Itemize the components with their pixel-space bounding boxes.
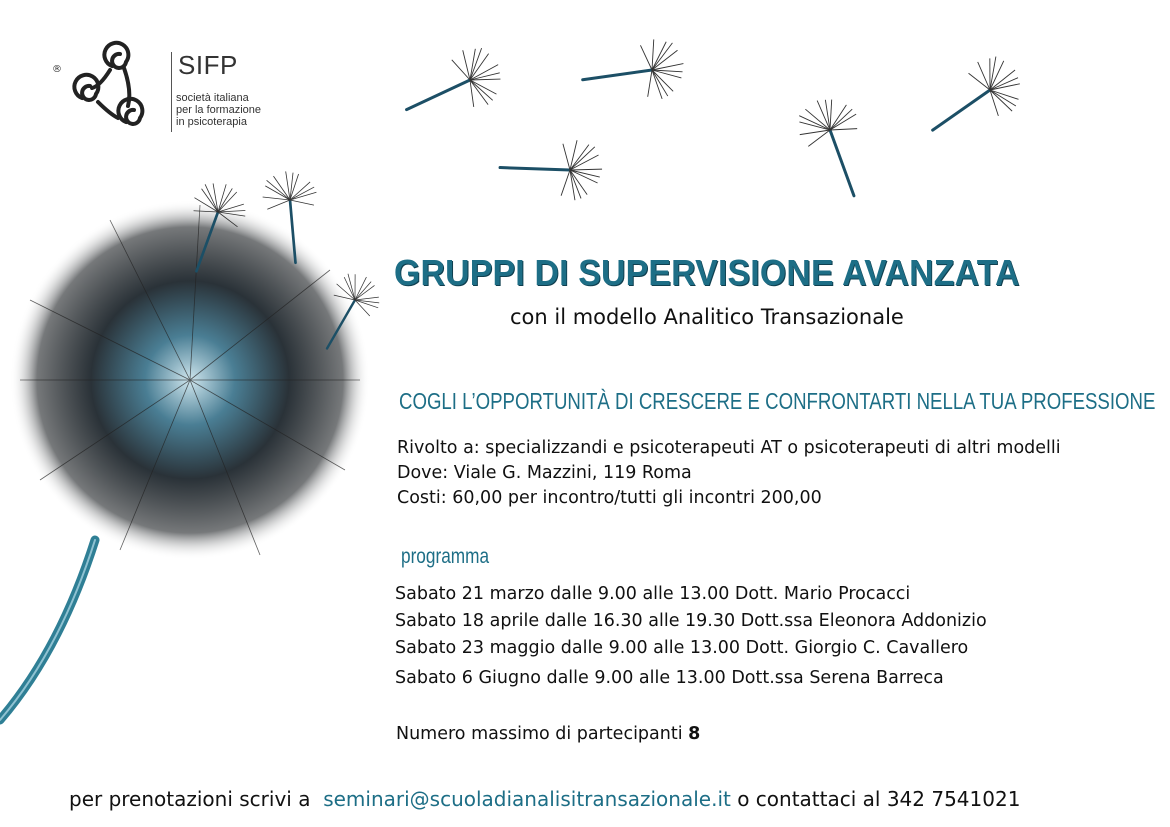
logo-subtitle-line: in psicoterapia (176, 116, 247, 128)
program-session: Sabato 6 Giugno dalle 9.00 alle 13.00 Dott.ssa Serena Barreca (395, 668, 944, 688)
info-location: Dove: Viale G. Mazzini, 119 Roma (397, 463, 692, 483)
email-link[interactable]: seminari@scuoladianalisitransazionale.it (323, 787, 731, 811)
program-list (395, 581, 987, 692)
footer-middle: o contattaci al (737, 787, 881, 811)
program-session: Sabato 18 aprile dalle 16.30 alle 19.30 Dott.ssa Eleonora Addonizio (395, 611, 987, 631)
logo-title: SIFP (178, 50, 238, 80)
registered-mark: ® (52, 64, 62, 75)
program-session: Sabato 23 maggio dalle 9.00 alle 13.00 Dott. Giorgio C. Cavallero (395, 638, 969, 658)
info-block (397, 436, 1061, 511)
triple-spiral-icon (52, 36, 172, 146)
participants-label: Numero massimo di partecipanti (396, 724, 683, 744)
dandelion-seed-icon (394, 36, 1034, 206)
participants-info (396, 724, 700, 744)
logo-subtitle-line: società italiana (176, 92, 249, 104)
page-title: GRUPPI DI SUPERVISIONE AVANZATA (394, 252, 1020, 293)
logo-subtitle (176, 92, 261, 128)
info-costs: Costi: 60,00 per incontro/tutti gli incontri 200,00 (397, 488, 822, 508)
logo-subtitle-line: per la formazione (176, 104, 261, 116)
logo-divider (171, 52, 172, 132)
footer-prefix: per prenotazioni scrivi a (69, 787, 311, 811)
phone-number[interactable]: 342 7541021 (886, 787, 1021, 811)
tagline: COGLI L’OPPORTUNITÀ DI CRESCERE E CONFRONTARTI NELLA TUA PROFESSIONE (399, 388, 1156, 414)
participants-max: 8 (688, 724, 701, 744)
info-audience: Rivolto a: specializzandi e psicoterapeuti AT o psicoterapeuti di altri modelli (397, 438, 1061, 458)
page-subtitle: con il modello Analitico Transazionale (510, 305, 904, 329)
program-heading: programma (401, 545, 490, 568)
contact-footer (69, 787, 1020, 811)
program-session: Sabato 21 marzo dalle 9.00 alle 13.00 Dott. Mario Procacci (395, 584, 911, 604)
